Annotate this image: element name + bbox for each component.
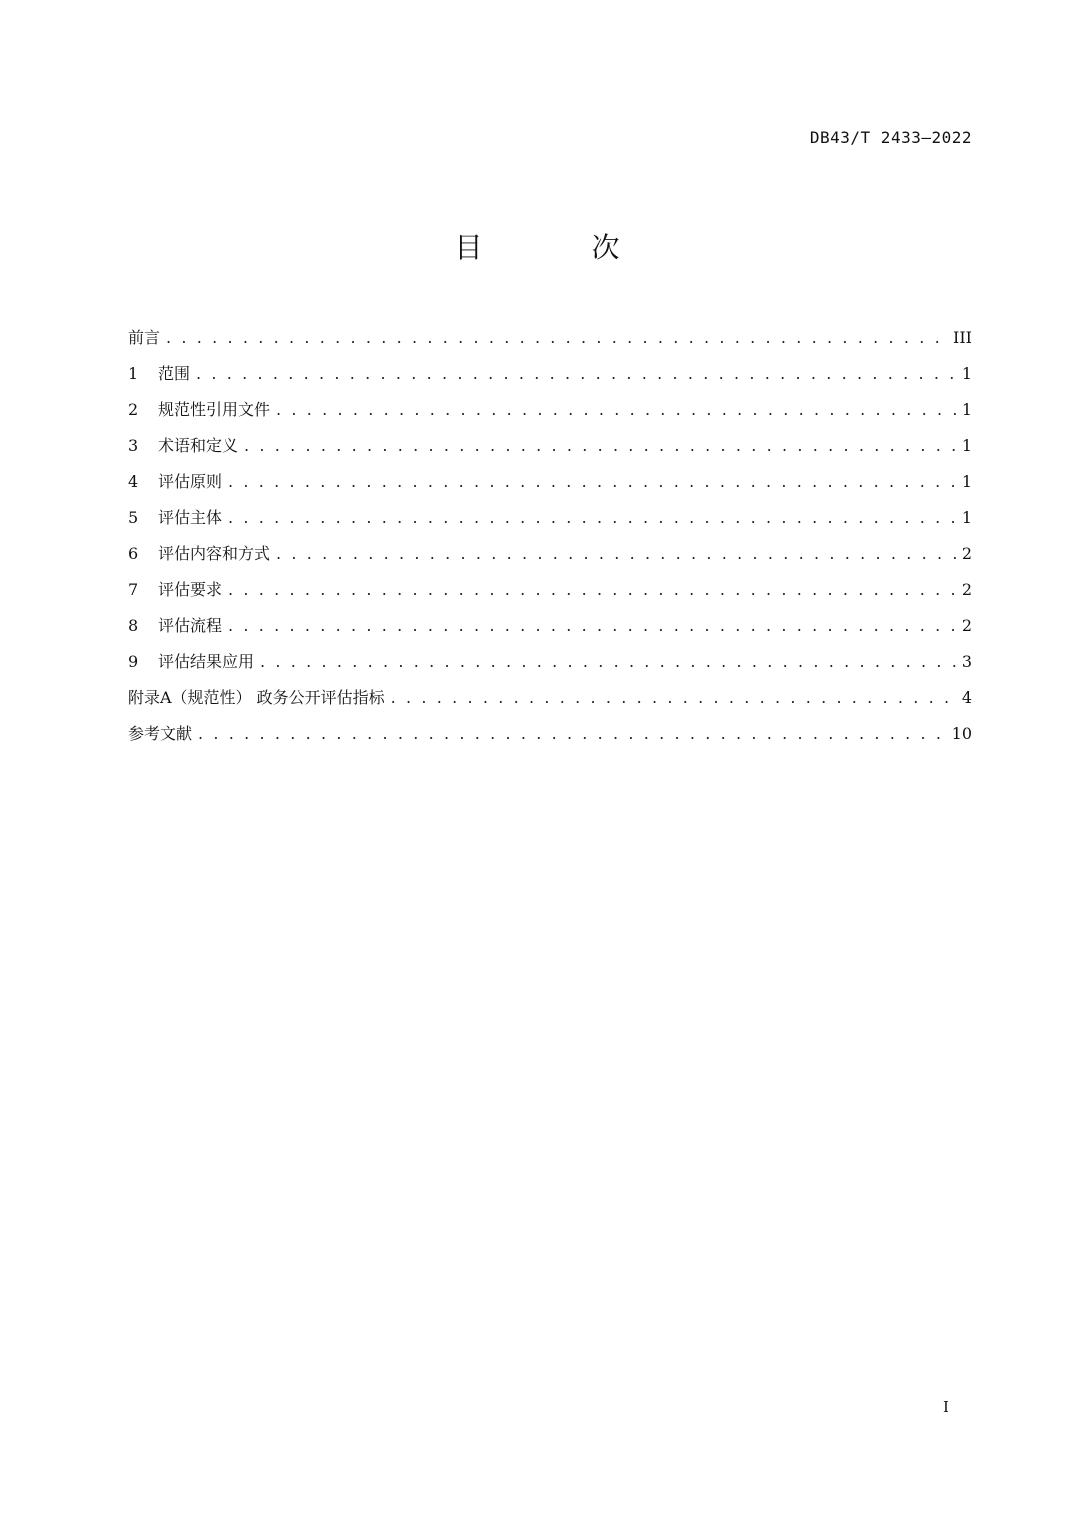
document-code: DB43/T 2433—2022 [809, 128, 972, 147]
toc-title: 目 次 [454, 231, 670, 264]
toc-entry-label: 评估内容和方式 [158, 544, 271, 563]
toc-entry-results-application[interactable] [128, 644, 972, 680]
page-number: I [943, 1398, 949, 1416]
toc-entry-label: 评估要求 [158, 580, 223, 599]
toc-entry-number: 4 [128, 472, 139, 491]
toc-leader-dots [391, 680, 956, 716]
toc-entry-number: 2 [128, 400, 139, 419]
toc-entry-page: 1 [961, 436, 972, 455]
toc-entry-number: 3 [128, 436, 139, 455]
toc-entry-page: 1 [961, 364, 972, 383]
toc-leader-dots [196, 356, 956, 392]
toc-entry-page: 1 [961, 400, 972, 419]
toc-entry-principles[interactable] [128, 464, 972, 500]
toc-entry-number: 9 [128, 652, 139, 671]
toc-entry-scope[interactable] [128, 356, 972, 392]
toc-entry-label: 评估原则 [158, 472, 223, 491]
toc-leader-dots [228, 608, 956, 644]
toc-entry-foreword[interactable] [128, 320, 972, 356]
toc-leader-dots [244, 428, 956, 464]
toc-entry-page: 3 [961, 652, 972, 671]
toc-entry-number: 8 [128, 616, 139, 635]
toc-entry-page: 2 [961, 544, 972, 563]
toc-entry-label: 术语和定义 [158, 436, 239, 455]
toc-entry-label: 评估流程 [158, 616, 223, 635]
toc-entry-label: 评估主体 [158, 508, 223, 527]
toc-entry-page: III [953, 328, 972, 347]
toc-entry-page: 1 [961, 472, 972, 491]
toc-entry-label: 前言 [128, 328, 161, 347]
toc-entry-terms-definitions[interactable] [128, 428, 972, 464]
toc-entry-bibliography[interactable] [128, 716, 972, 752]
toc-leader-dots [228, 464, 956, 500]
toc-entry-content-methods[interactable] [128, 536, 972, 572]
toc-entry-label: 范围 [158, 364, 191, 383]
toc-leader-dots [228, 572, 956, 608]
toc-entry-page: 10 [951, 724, 972, 743]
toc-entry-number: 5 [128, 508, 139, 527]
toc-entry-number: 7 [128, 580, 139, 599]
toc-entry-page: 4 [961, 688, 972, 707]
toc-entry-label: 参考文献 [128, 724, 193, 743]
toc-leader-dots [260, 644, 956, 680]
toc-entry-subject[interactable] [128, 500, 972, 536]
toc-entry-number: 1 [128, 364, 139, 383]
toc-entry-appendix-a[interactable] [128, 680, 972, 716]
toc-leader-dots [276, 536, 956, 572]
toc-leader-dots [228, 500, 956, 536]
toc-entry-process[interactable] [128, 608, 972, 644]
toc-list [128, 320, 972, 752]
toc-entry-requirements[interactable] [128, 572, 972, 608]
toc-entry-label: 评估结果应用 [158, 652, 255, 671]
toc-leader-dots [198, 716, 946, 752]
toc-entry-page: 2 [961, 580, 972, 599]
toc-entry-label: 规范性引用文件 [158, 400, 271, 419]
toc-leader-dots [276, 392, 956, 428]
toc-entry-page: 2 [961, 616, 972, 635]
toc-leader-dots [166, 320, 947, 356]
toc-entry-label: 附录A（规范性） 政务公开评估指标 [128, 688, 385, 707]
toc-entry-page: 1 [961, 508, 972, 527]
toc-entry-normative-references[interactable] [128, 392, 972, 428]
toc-entry-number: 6 [128, 544, 139, 563]
